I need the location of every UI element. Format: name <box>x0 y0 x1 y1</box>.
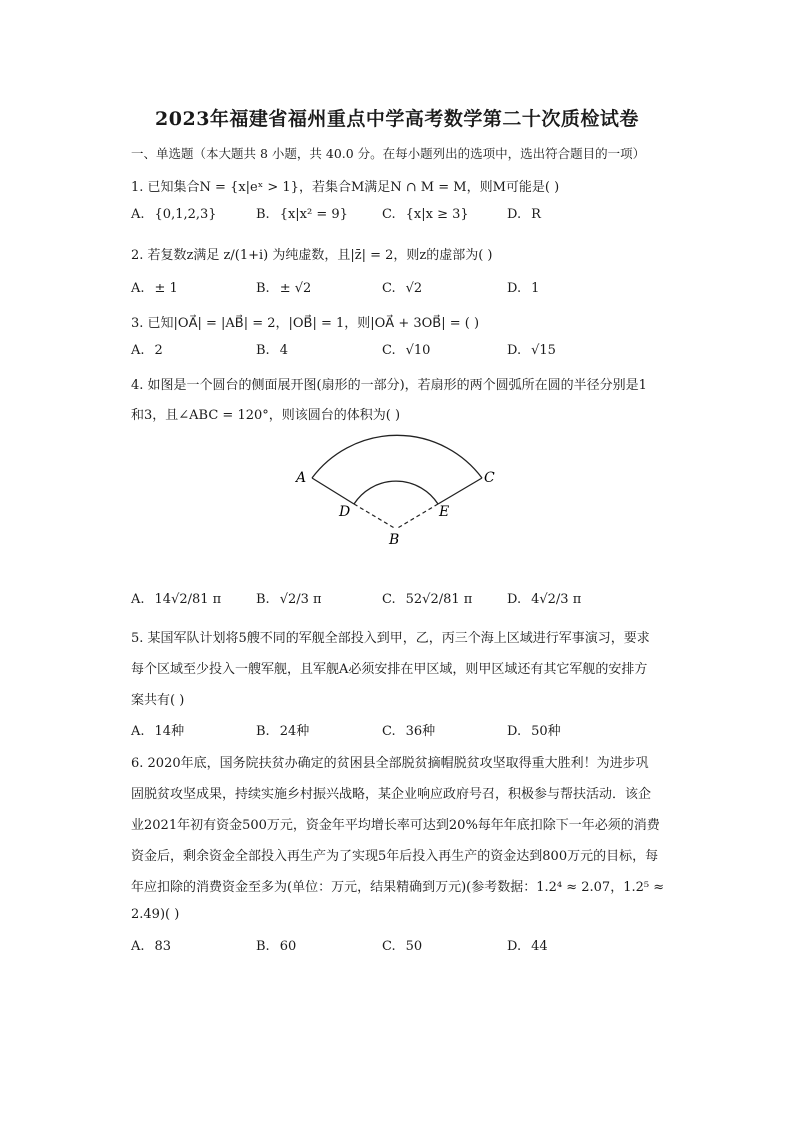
question-1-options <box>131 207 651 225</box>
option-b[interactable]: B. ± √2 <box>256 281 312 296</box>
option-d[interactable]: D. 50种 <box>507 724 561 739</box>
question-5-options <box>131 720 651 738</box>
question-6-text-line-4: 资金后，剩余资金全部投入再生产为了实现5年后投入再生产的资金达到800万元的目标，每 <box>131 849 659 864</box>
option-c[interactable]: C. √10 <box>382 343 431 358</box>
option-c[interactable]: C. √2 <box>382 281 423 296</box>
edge-ad <box>312 478 354 504</box>
label-c: C <box>484 470 495 486</box>
question-4-options <box>131 592 651 610</box>
label-b: B <box>389 532 400 548</box>
question-5-text-line-3: 案共有( ) <box>131 693 185 708</box>
question-5-text-line-1: 5. 某国军队计划将5艘不同的军舰全部投入到甲，乙，丙三个海上区域进行军事演习，要求 <box>131 631 650 646</box>
page-title: 2023年福建省福州重点中学高考数学第二十次质检试卷 <box>155 108 639 130</box>
question-6-text-line-2: 固脱贫攻坚成果，持续实施乡村振兴战略，某企业响应政府号召，积极参与帮扶活动．该企 <box>131 787 652 802</box>
option-a[interactable]: A. 2 <box>131 343 163 358</box>
label-e: E <box>439 504 450 520</box>
question-3-text: 3. 已知|OA⃗| = |AB⃗| = 2，|OB⃗| = 1，则|OA⃗ + 3OB⃗| = ( ) <box>131 316 480 331</box>
edge-ce <box>438 478 482 504</box>
option-c[interactable]: C. 50 <box>382 939 423 954</box>
question-6-text-line-5: 年应扣除的消费资金至多为(单位：万元，结果精确到万元)(参考数据：1.2⁴ ≈ 2.07，1.2⁵ ≈ <box>131 880 665 895</box>
option-a[interactable]: A. 14种 <box>131 724 185 739</box>
dashed-db <box>354 504 396 529</box>
option-b[interactable]: B. √2/3 π <box>256 592 322 607</box>
option-a[interactable]: A. ± 1 <box>131 281 178 296</box>
dashed-eb <box>396 504 438 529</box>
question-6-options <box>131 939 651 957</box>
question-1-text: 1. 已知集合N = {x|eˣ > 1}，若集合M满足N ∩ M = M，则M可能是( ) <box>131 180 560 195</box>
annular-sector-figure <box>290 428 510 548</box>
option-d[interactable]: D. √15 <box>507 343 556 358</box>
option-b[interactable]: B. 4 <box>256 343 288 358</box>
question-2-text: 2. 若复数z满足 z/(1+i) 为纯虚数，且|z̄| = 2，则z的虚部为( ) <box>131 248 493 263</box>
option-a[interactable]: A. 14√2/81 π <box>131 592 222 607</box>
label-d: D <box>339 504 351 520</box>
option-b[interactable]: B. 24种 <box>256 724 310 739</box>
question-5-text-line-2: 每个区域至少投入一艘军舰，且军舰A必须安排在甲区域，则甲区域还有其它军舰的安排方 <box>131 662 648 677</box>
option-c[interactable]: C. 36种 <box>382 724 436 739</box>
option-c[interactable]: C. 52√2/81 π <box>382 592 473 607</box>
inner-arc <box>354 481 438 504</box>
label-a: A <box>296 470 307 486</box>
option-b[interactable]: B. {x|x² = 9} <box>256 207 348 222</box>
question-3-options <box>131 343 651 361</box>
option-d[interactable]: D. R <box>507 207 541 222</box>
question-4-text-line-2: 和3，且∠ABC = 120°，则该圆台的体积为( ) <box>131 408 401 423</box>
question-4-text-line-1: 4. 如图是一个圆台的侧面展开图(扇形的一部分)，若扇形的两个圆弧所在圆的半径分别是1 <box>131 378 647 393</box>
option-c[interactable]: C. {x|x ≥ 3} <box>382 207 469 222</box>
option-a[interactable]: A. {0,1,2,3} <box>131 207 217 222</box>
outer-arc <box>312 435 482 478</box>
option-d[interactable]: D. 1 <box>507 281 540 296</box>
option-d[interactable]: D. 44 <box>507 939 548 954</box>
option-b[interactable]: B. 60 <box>256 939 297 954</box>
option-a[interactable]: A. 83 <box>131 939 172 954</box>
question-6-text-line-3: 业2021年初有资金500万元，资金年平均增长率可达到20%每年年底扣除下一年必须的消费 <box>131 818 660 833</box>
question-2-options <box>131 281 651 299</box>
question-6-text-line-6: 2.49)( ) <box>131 907 180 922</box>
question-6-text-line-1: 6. 2020年底，国务院扶贫办确定的贫困县全部脱贫摘帽脱贫攻坚取得重大胜利！为进步巩 <box>131 756 649 771</box>
option-d[interactable]: D. 4√2/3 π <box>507 592 582 607</box>
section-header: 一、单选题（本大题共 8 小题，共 40.0 分。在每小题列出的选项中，选出符合题目的一项） <box>131 146 646 161</box>
